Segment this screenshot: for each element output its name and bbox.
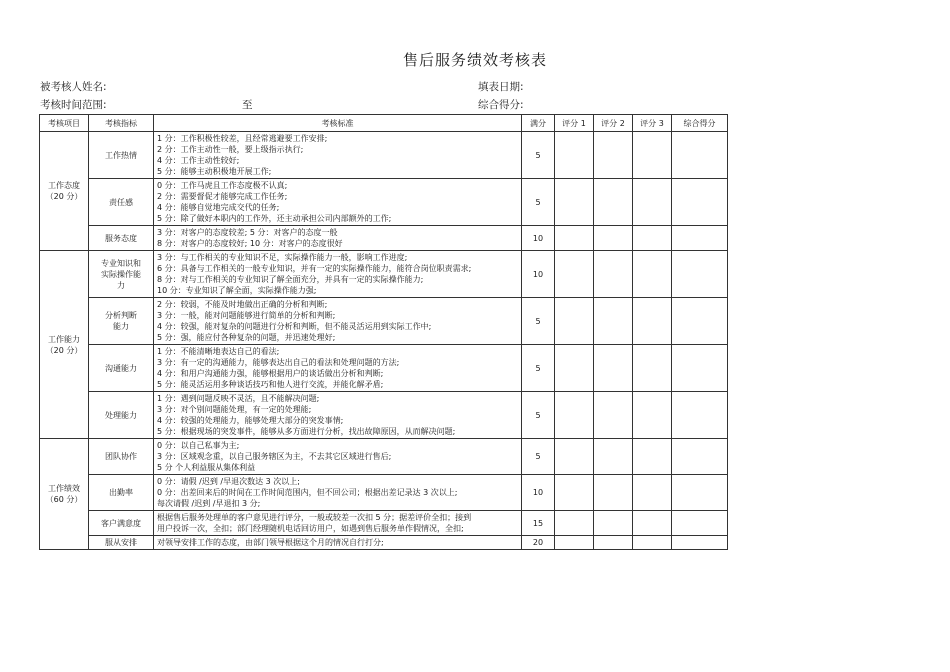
overall-score-input[interactable] xyxy=(672,345,728,392)
criteria-cell xyxy=(154,511,522,536)
overall-score-input[interactable] xyxy=(672,226,728,251)
score-1-input[interactable] xyxy=(555,536,594,550)
indicator-cell xyxy=(89,251,154,298)
criteria-cell xyxy=(154,475,522,511)
criteria-line: 3 分：对个别问题能处理，有一定的处理能; xyxy=(157,405,312,414)
overall-score-input[interactable] xyxy=(672,251,728,298)
examinee-name-label: 被考核人姓名: xyxy=(40,81,107,93)
category-name: 工作绩效 xyxy=(48,484,80,493)
criteria-line: 对领导安排工作的态度，由部门领导根据这个月的情况自行打分; xyxy=(157,538,384,547)
full-score-cell: 5 xyxy=(522,132,555,179)
header-criteria: 考核标准 xyxy=(154,115,522,132)
criteria-line: 3 分：有一定的沟通能力，能够表达出自己的看法和处理问题的方法; xyxy=(157,358,400,367)
criteria-cell xyxy=(154,179,522,226)
period-to-label: 至 xyxy=(242,99,253,111)
criteria-cell xyxy=(154,439,522,475)
full-score-cell: 10 xyxy=(522,226,555,251)
indicator-name: 出勤率 xyxy=(109,488,133,497)
assessment-table xyxy=(39,114,728,550)
criteria-line: 10 分：专业知识了解全面，实际操作能力强; xyxy=(157,286,317,295)
table-row xyxy=(40,132,728,179)
criteria-line: 2 分：工作主动性一般，要上级指示执行; xyxy=(157,145,304,154)
indicator-name: 分析判断 xyxy=(105,311,137,320)
criteria-line: 8 分：对客户的态度较好; 10 分：对客户的态度很好 xyxy=(157,239,343,248)
indicator-name: 服从安排 xyxy=(105,538,137,547)
header-score-2: 评分 2 xyxy=(594,115,633,132)
indicator-cell xyxy=(89,536,154,550)
criteria-line: 0 分：工作马虎且工作态度极不认真; xyxy=(157,181,288,190)
criteria-line: 3 分：对客户的态度较差; 5 分：对客户的态度一般 xyxy=(157,228,338,237)
category-name: 工作态度 xyxy=(48,181,80,190)
criteria-line: 3 分：一般，能对问题能够进行简单的分析和判断; xyxy=(157,311,336,320)
full-score-cell: 5 xyxy=(522,298,555,345)
score-1-input[interactable] xyxy=(555,511,594,536)
indicator-cell xyxy=(89,511,154,536)
score-2-input[interactable] xyxy=(594,179,633,226)
indicator-name: 客户满意度 xyxy=(101,518,141,528)
indicator-name: 实际操作能 xyxy=(101,269,141,279)
score-2-input[interactable] xyxy=(594,511,633,536)
overall-score-input[interactable] xyxy=(672,298,728,345)
criteria-line: 1 分：不能清晰地表达自己的看法; xyxy=(157,347,280,356)
category-cell xyxy=(40,439,89,550)
table-row xyxy=(40,345,728,392)
criteria-line: 3 分：与工作相关的专业知识不足，实际操作能力一般，影响工作进度; xyxy=(157,253,408,262)
indicator-cell xyxy=(89,439,154,475)
indicator-name: 专业知识和 xyxy=(101,258,141,268)
score-3-input[interactable] xyxy=(633,345,672,392)
form-title: 售后服务绩效考核表 xyxy=(402,51,547,69)
score-2-input[interactable] xyxy=(594,345,633,392)
score-3-input[interactable] xyxy=(633,298,672,345)
table-row xyxy=(40,226,728,251)
indicator-cell xyxy=(89,345,154,392)
category-weight: （20 分） xyxy=(45,192,83,201)
indicator-cell xyxy=(89,392,154,439)
criteria-line: 5 分：能灵活运用多种谈话技巧和他人进行交流，并能化解矛盾; xyxy=(157,380,384,389)
score-2-input[interactable] xyxy=(594,226,633,251)
score-1-input[interactable] xyxy=(555,251,594,298)
criteria-line: 5 分：能够主动积极地开展工作; xyxy=(157,167,272,176)
criteria-cell xyxy=(154,251,522,298)
score-3-input[interactable] xyxy=(633,132,672,179)
category-cell xyxy=(40,132,89,251)
score-2-input[interactable] xyxy=(594,439,633,475)
score-2-input[interactable] xyxy=(594,475,633,511)
score-1-input[interactable] xyxy=(555,439,594,475)
table-row xyxy=(40,511,728,536)
score-1-input[interactable] xyxy=(555,132,594,179)
category-name: 工作能力 xyxy=(48,334,80,344)
table-row xyxy=(40,475,728,511)
category-cell xyxy=(40,251,89,439)
criteria-line: 5 分：根据现场的突发事件，能够从多方面进行分析，找出故障原因，从而解决问题; xyxy=(157,427,456,436)
criteria-cell xyxy=(154,392,522,439)
indicator-cell xyxy=(89,132,154,179)
score-3-input[interactable] xyxy=(633,392,672,439)
score-3-input[interactable] xyxy=(633,179,672,226)
indicator-name: 责任感 xyxy=(109,197,133,207)
criteria-line: 0 分：请假 /迟到 /早退次数达 3 次以上; xyxy=(157,477,300,486)
score-2-input[interactable] xyxy=(594,251,633,298)
criteria-line: 用户投诉一次，全扣；部门经理随机电话回访用户，如遇到售后服务单作假情况，全扣; xyxy=(157,524,464,533)
score-3-input[interactable] xyxy=(633,226,672,251)
header-row xyxy=(40,115,728,132)
score-1-input[interactable] xyxy=(555,226,594,251)
header-score-3: 评分 3 xyxy=(633,115,672,132)
criteria-line: 根据售后服务处理单的客户意见进行评分，一般或较差一次扣 5 分；据差评价全扣；接到 xyxy=(157,513,472,522)
score-2-input[interactable] xyxy=(594,132,633,179)
criteria-cell xyxy=(154,132,522,179)
full-score-cell: 5 xyxy=(522,179,555,226)
criteria-cell xyxy=(154,345,522,392)
criteria-line: 4 分：能够自觉地完成交代的任务; xyxy=(157,203,280,212)
criteria-line: 0 分：出差回来后的时间在工作时间范围内，但不回公司；根据出差记录达 3 次以上; xyxy=(157,488,458,497)
header-overall-score: 综合得分 xyxy=(672,115,728,132)
score-1-input[interactable] xyxy=(555,475,594,511)
table-row xyxy=(40,392,728,439)
overall-score-input[interactable] xyxy=(672,392,728,439)
criteria-line: 5 分：除了做好本职内的工作外，还主动承担公司内部额外的工作; xyxy=(157,214,392,223)
criteria-line: 1 分：遇到问题反映不灵活，且不能解决问题; xyxy=(157,394,320,403)
score-3-input[interactable] xyxy=(633,536,672,550)
category-weight: （60 分） xyxy=(45,495,83,504)
overall-score-input[interactable] xyxy=(672,179,728,226)
criteria-line: 5 分：强，能应付各种复杂的问题，并迅速处理好; xyxy=(157,333,336,342)
full-score-cell: 5 xyxy=(522,392,555,439)
full-score-cell: 10 xyxy=(522,251,555,298)
indicator-name: 服务态度 xyxy=(105,233,137,243)
score-2-input[interactable] xyxy=(594,298,633,345)
fill-date-label: 填表日期: xyxy=(478,81,524,93)
score-2-input[interactable] xyxy=(594,392,633,439)
score-3-input[interactable] xyxy=(633,511,672,536)
criteria-line: 3 分：区域观念重，以自己服务辖区为主，不去其它区域进行售后; xyxy=(157,452,392,461)
criteria-line: 2 分：需要督促才能够完成工作任务; xyxy=(157,192,288,201)
table-row xyxy=(40,179,728,226)
table-row xyxy=(40,298,728,345)
criteria-cell xyxy=(154,536,522,550)
total-score-label: 综合得分: xyxy=(478,99,524,111)
overall-score-input[interactable] xyxy=(672,511,728,536)
indicator-name: 工作热情 xyxy=(105,150,137,160)
criteria-cell xyxy=(154,226,522,251)
indicator-cell xyxy=(89,475,154,511)
score-3-input[interactable] xyxy=(633,439,672,475)
score-1-input[interactable] xyxy=(555,298,594,345)
criteria-line: 0 分：以自己私事为主; xyxy=(157,441,240,450)
full-score-cell: 10 xyxy=(522,475,555,511)
criteria-line: 8 分：对与工作相关的专业知识了解全面充分，并具有一定的实际操作能力; xyxy=(157,275,424,284)
full-score-cell: 5 xyxy=(522,439,555,475)
criteria-line: 5 分 个人利益服从集体利益 xyxy=(157,463,256,472)
indicator-name: 力 xyxy=(117,280,125,290)
full-score-cell: 15 xyxy=(522,511,555,536)
score-2-input[interactable] xyxy=(594,536,633,550)
score-1-input[interactable] xyxy=(555,179,594,226)
criteria-line: 4 分：较强的处理能力，能够处理大部分的突发事情; xyxy=(157,416,344,425)
score-1-input[interactable] xyxy=(555,345,594,392)
indicator-name: 团队协作 xyxy=(105,452,137,461)
overall-score-input[interactable] xyxy=(672,536,728,550)
indicator-name: 沟通能力 xyxy=(105,363,137,373)
score-3-input[interactable] xyxy=(633,251,672,298)
header-category: 考核项目 xyxy=(40,115,89,132)
criteria-line: 6 分：具备与工作相关的一般专业知识，并有一定的实际操作能力，能符合岗位职责需求; xyxy=(157,264,472,273)
overall-score-input[interactable] xyxy=(672,132,728,179)
criteria-line: 1 分：工作积极性较差，且经常逃避要工作安排; xyxy=(157,134,328,143)
table-row xyxy=(40,439,728,475)
criteria-line: 4 分：和用户沟通能力强，能够根据用户的谈话做出分析和判断; xyxy=(157,369,384,378)
header-indicator: 考核指标 xyxy=(89,115,154,132)
indicator-name: 能力 xyxy=(113,322,129,331)
table-row xyxy=(40,251,728,298)
criteria-line: 4 分：工作主动性较好; xyxy=(157,156,240,165)
indicator-cell xyxy=(89,298,154,345)
criteria-cell xyxy=(154,298,522,345)
table-row xyxy=(40,536,728,550)
category-weight: （20 分） xyxy=(45,345,83,355)
criteria-line: 2 分：较弱，不能及时地做出正确的分析和判断; xyxy=(157,300,328,309)
indicator-name: 处理能力 xyxy=(105,410,137,420)
header-full-score: 满分 xyxy=(522,115,555,132)
period-label: 考核时间范围: xyxy=(40,99,107,111)
overall-score-input[interactable] xyxy=(672,439,728,475)
criteria-line: 每次请假 /迟到 /早退扣 3 分; xyxy=(157,499,261,508)
criteria-line: 4 分：较强，能对复杂的问题进行分析和判断，但不能灵活运用到实际工作中; xyxy=(157,322,432,331)
full-score-cell: 20 xyxy=(522,536,555,550)
score-1-input[interactable] xyxy=(555,392,594,439)
indicator-cell xyxy=(89,179,154,226)
header-score-1: 评分 1 xyxy=(555,115,594,132)
indicator-cell xyxy=(89,226,154,251)
full-score-cell: 5 xyxy=(522,345,555,392)
overall-score-input[interactable] xyxy=(672,475,728,511)
score-3-input[interactable] xyxy=(633,475,672,511)
